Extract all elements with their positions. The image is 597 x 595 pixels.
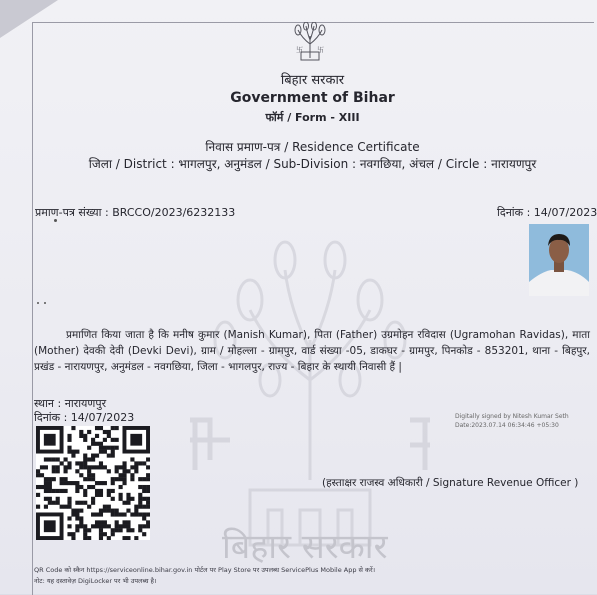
qr-code[interactable] [36,426,150,540]
digital-signature-date: Date:2023.07.14 06:34:46 +05:30 [455,422,559,429]
svg-text:卐: 卐 [317,46,324,54]
bihar-emblem-watermark [190,230,430,570]
ink-dot [44,302,46,304]
signature-label: (हस्ताक्षर राजस्व अधिकारी / Signature Revenue Officer ) [322,477,579,489]
location-line: जिला / District : भागलपुर, अनुमंडल / Sub-Division : नवगछिया, अंचल / Circle : नारायणपुर [88,157,537,171]
qr-note: QR Code को स्कैन https://serviceonline.bihar.gov.in पोर्टल पर Play Store पर उपलब्ध ServicePlus Mobile App से करें। [34,566,376,574]
issue-date-top: दिनांक : 14/07/2023 [497,206,597,219]
applicant-photo [529,224,589,296]
hindi-title: बिहार सरकार [280,73,345,88]
certification-paragraph [34,327,590,375]
form-number: फॉर्म / Form - XIII [265,111,360,124]
bihar-emblem-logo [290,22,330,64]
svg-text:卐: 卐 [296,46,303,54]
ink-dot [54,219,57,222]
government-title: Government of Bihar [230,90,395,106]
digital-signature-name: Digitally signed by Nitesh Kumar Seth [455,413,569,420]
certificate-number: प्रमाण-पत्र संख्या : BRCCO/2023/6232133 [35,206,236,219]
certificate-title: निवास प्रमाण-पत्र / Residence Certificate [205,140,420,154]
digital-signature-info [455,412,569,430]
watermark-text: बिहार सरकार [222,527,388,567]
issue-date-bottom: दिनांक : 14/07/2023 [34,411,135,424]
digilocker-note: नोट: यह दस्तावेज़ DigiLocker पर भी उपलब्ध है। [34,577,157,585]
place-line: स्थान : नारायणपुर [34,397,107,410]
certification-text: प्रमाणित किया जाता है कि मनीष कुमार (Manish Kumar), पिता (Father) उग्रमोहन रविदास (Ugramohan Ravidas), माता (Mother) देवकी देवी (Devki Devi), ग्राम / मोहल्ला - ग्रामपुर, वार्ड संख्या -05, डाकघर - ग्रामपुर, पिनकोड - 853201, थाना - बिहपुर, प्रखंड - नारायणपुर, अनुमंडल - नवगछिया, जिला - भागलपुर, राज्य - बिहार के स्थायी निवासी हैं | [34,329,590,373]
ink-dot [37,302,39,304]
